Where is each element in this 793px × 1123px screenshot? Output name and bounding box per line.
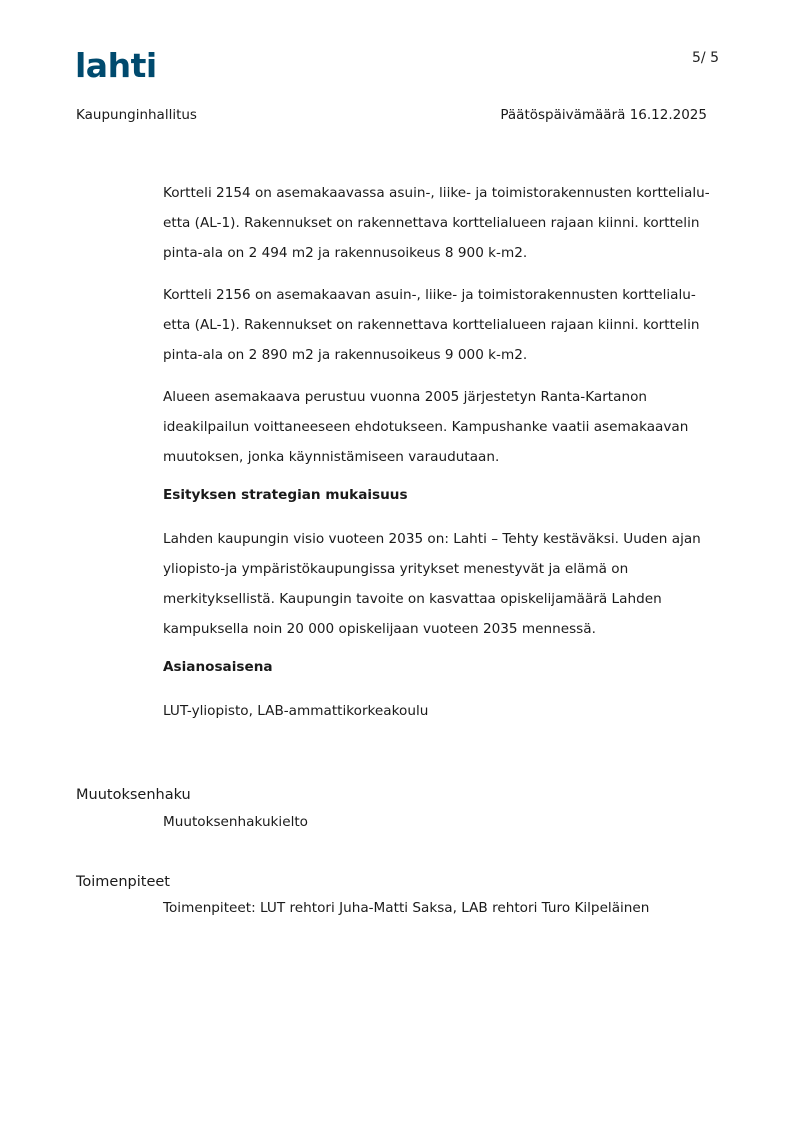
parties-text: LUT-yliopisto, LAB-ammattikorkeakoulu (163, 703, 429, 719)
paragraph-zoning-plan: Alueen asemakaava perustuu vuonna 2005 järjestetyn Ranta-Kartanon ideakilpailun voittaneeseen ehdotukseen. Kampushanke vaatii asemakaavan muutoksen, jonka käynnistämiseen varaudutaan. (163, 389, 689, 465)
page-number: 5/ 5 (692, 50, 719, 66)
appeal-section-text: Muutoksenhakukielto (163, 814, 308, 830)
parties-heading: Asianosaisena (163, 659, 273, 675)
appeal-section-title: Muutoksenhaku (76, 787, 191, 803)
decision-date: Päätöspäivämäärä 16.12.2025 (500, 107, 707, 123)
lahti-logo: lahti (75, 46, 157, 85)
actions-section-text: Toimenpiteet: LUT rehtori Juha-Matti Saksa, LAB rehtori Turo Kilpeläinen (163, 900, 650, 916)
document-body (163, 178, 723, 738)
paragraph-block-2156: Kortteli 2156 on asemakaavan asuin-, liike- ja toimistorakennusten korttelialu-etta (AL-1). Rakennukset on rakennettava korttelialueen rajaan kiinni. korttelin pinta-ala on 2 890 m2 ja rakennusoikeus 9 000 k-m2. (163, 287, 700, 363)
actions-section-title: Toimenpiteet (76, 874, 170, 890)
organization-name: Kaupunginhallitus (76, 107, 197, 123)
strategy-text: Lahden kaupungin visio vuoteen 2035 on: Lahti – Tehty kestäväksi. Uuden ajan yliopisto-ja ympäristökaupungissa yritykset menestyvät ja elämä on merkityksellistä. Kaupungin tavoite on kasvattaa opiskelijamäärä Lahden kampuksella noin 20 000 opiskelijaan vuoteen 2035 mennessä. (163, 531, 701, 637)
paragraph-block-2154: Kortteli 2154 on asemakaavassa asuin-, liike- ja toimistorakennusten korttelialu-etta (AL-1). Rakennukset on rakennettava korttelialueen rajaan kiinni. korttelin pinta-ala on 2 494 m2 ja rakennusoikeus 8 900 k-m2. (163, 185, 710, 261)
strategy-heading: Esityksen strategian mukaisuus (163, 487, 408, 503)
